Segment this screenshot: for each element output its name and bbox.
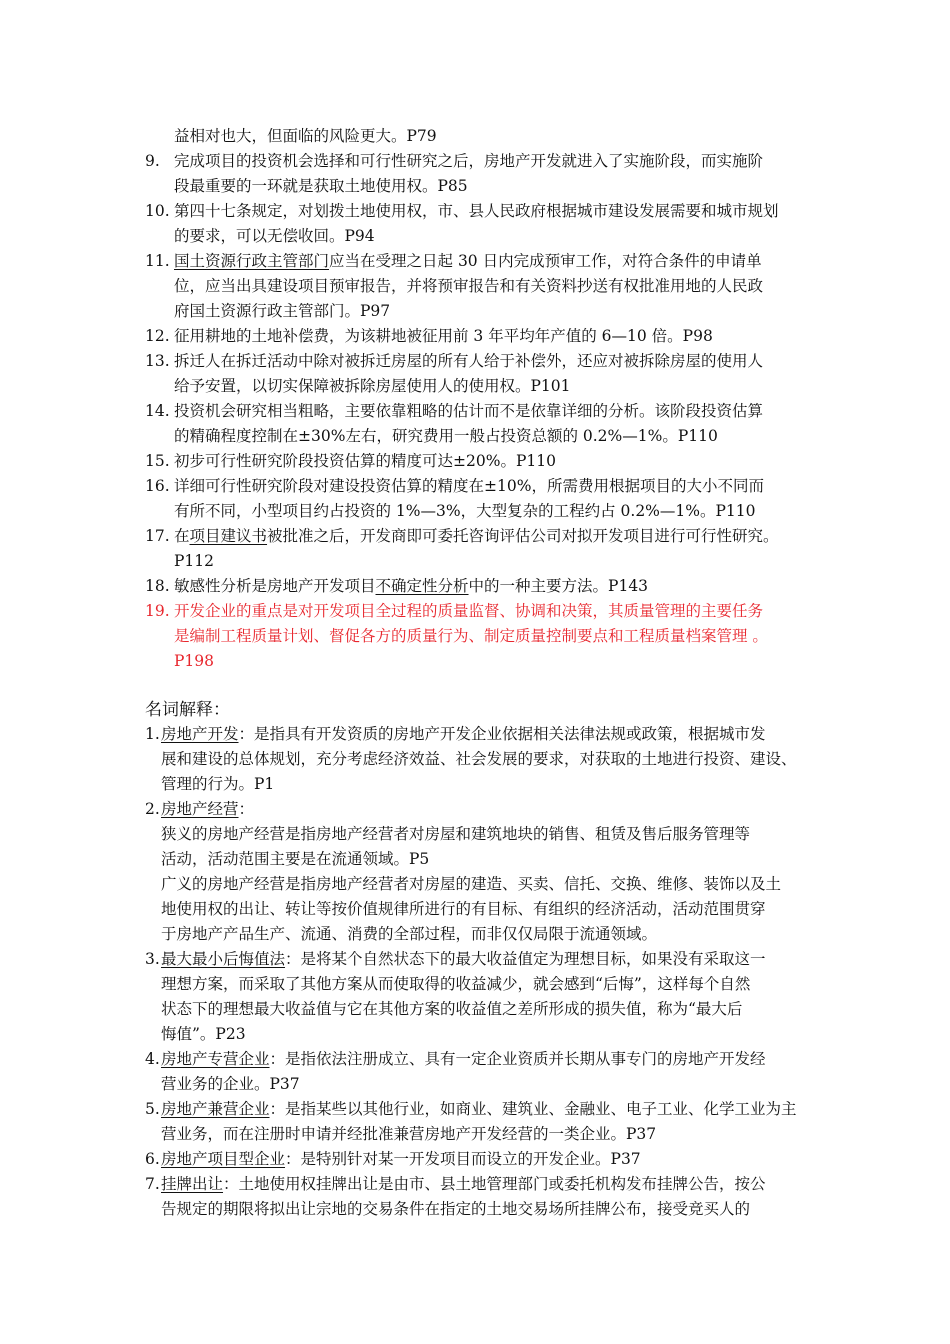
glossary-4-term: 房地产专营企业 xyxy=(161,1050,270,1068)
glossary-1-line-1-rest: ：是指具有开发资质的房地产开发企业依据相关法律法规或政策，根据城市发 xyxy=(238,725,766,743)
item-14-line-1: 投资机会研究相当粗略，主要依靠粗略的估计而不是依靠详细的分析。该阶段投资估算 xyxy=(174,402,764,420)
glossary-3-line-1 xyxy=(161,947,766,971)
item-19-number: 19. xyxy=(145,602,170,620)
item-9-line-2: 段最重要的一环就是获取土地使用权。P85 xyxy=(174,177,468,195)
glossary-2-line-6: 于房地产产品生产、流通、消费的全部过程，而非仅仅局限于流通领域。 xyxy=(161,925,658,943)
glossary-4-number: 4. xyxy=(145,1050,160,1068)
glossary-6-line-1-rest: ：是特别针对某一开发项目而设立的开发企业。P37 xyxy=(285,1150,641,1168)
item-13-line-1: 拆迁人在拆迁活动中除对被拆迁房屋的所有人给于补偿外，还应对被拆除房屋的使用人 xyxy=(174,352,764,370)
glossary-7-line-1 xyxy=(161,1172,766,1196)
item-12-number: 12. xyxy=(145,327,170,345)
glossary-4-line-1 xyxy=(161,1047,766,1071)
glossary-2-line-4: 广义的房地产经营是指房地产经营者对房屋的建造、买卖、信托、交换、维修、装饰以及土 xyxy=(161,875,782,893)
glossary-6-line-1 xyxy=(161,1147,641,1171)
glossary-7-term: 挂牌出让 xyxy=(161,1175,224,1193)
glossary-1-number: 1. xyxy=(145,725,160,743)
item-18-line-1 xyxy=(174,574,648,598)
glossary-heading: 名词解释： xyxy=(145,700,230,720)
item-18-number: 18. xyxy=(145,577,170,595)
item-11-line-1 xyxy=(174,249,762,273)
glossary-2-line-2: 狭义的房地产经营是指房地产经营者对房屋和建筑地块的销售、租赁及售后服务管理等 xyxy=(161,825,751,843)
item-17-term: 项目建议书 xyxy=(189,527,268,545)
glossary-7-line-1-rest: ：土地使用权挂牌出让是由市、县土地管理部门或委托机构发布挂牌公告，按公 xyxy=(223,1175,766,1193)
item-13-number: 13. xyxy=(145,352,170,370)
glossary-7-line-2: 告规定的期限将拟出让宗地的交易条件在指定的土地交易场所挂牌公布，接受竞买人的 xyxy=(161,1200,751,1218)
glossary-3-term: 最大最小后悔值法 xyxy=(161,950,286,968)
glossary-5-line-1 xyxy=(161,1097,797,1121)
item-16-line-2: 有所不同，小型项目约占投资的 1%—3%，大型复杂的工程约占 0.2%—1%。P110 xyxy=(174,502,756,520)
item-17-line-1 xyxy=(174,524,779,548)
item-17-line-1-rest: 被批准之后，开发商即可委托咨询评估公司对拟开发项目进行可行性研究。 xyxy=(267,527,779,545)
glossary-7-number: 7. xyxy=(145,1175,160,1193)
item-16-number: 16. xyxy=(145,477,170,495)
glossary-6-term: 房地产项目型企业 xyxy=(161,1150,286,1168)
item-18-pre: 敏感性分析是房地产开发项目 xyxy=(174,577,376,595)
glossary-2-line-1 xyxy=(161,797,254,821)
glossary-5-line-2: 营业务，而在注册时申请并经批准兼营房地产开发经营的一类企业。P37 xyxy=(161,1125,657,1143)
item-10-line-2: 的要求，可以无偿收回。P94 xyxy=(174,227,375,245)
item-17-pre: 在 xyxy=(174,527,190,545)
glossary-5-number: 5. xyxy=(145,1100,160,1118)
glossary-3-line-1-rest: ：是将某个自然状态下的最大收益值定为理想目标，如果没有采取这一 xyxy=(285,950,766,968)
item-17-number: 17. xyxy=(145,527,170,545)
item-15-line-1: 初步可行性研究阶段投资估算的精度可达±20%。P110 xyxy=(174,452,556,470)
item-18-term: 不确定性分析 xyxy=(375,577,469,595)
item-11-term: 国土资源行政主管部门 xyxy=(174,252,330,270)
item-11-line-2: 位，应当出具建设项目预审报告，并将预审报告和有关资料抄送有权批准用地的人民政 xyxy=(174,277,764,295)
item-16-line-1: 详细可行性研究阶段对建设投资估算的精度在±10%，所需费用根据项目的大小不同而 xyxy=(174,477,764,495)
glossary-5-term: 房地产兼营企业 xyxy=(161,1100,270,1118)
glossary-2-number: 2. xyxy=(145,800,160,818)
glossary-2-line-1-rest: ： xyxy=(238,800,255,818)
item-10-line-1: 第四十七条规定，对划拨土地使用权，市、县人民政府根据城市建设发展需要和城市规划 xyxy=(174,202,779,220)
glossary-1-term: 房地产开发 xyxy=(161,725,239,743)
item-15-number: 15. xyxy=(145,452,170,470)
item-13-line-2: 给予安置，以切实保障被拆除房屋使用人的使用权。P101 xyxy=(174,377,571,395)
glossary-2-line-5: 地使用权的出让、转让等按价值规律所进行的有目标、有组织的经济活动，活动范围贯穿 xyxy=(161,900,766,918)
glossary-1-line-3: 管理的行为。P1 xyxy=(161,775,275,793)
item-19-line-2: 是编制工程质量计划、督促各方的质量行为、制定质量控制要点和工程质量档案管理 。 xyxy=(174,627,768,645)
item-14-line-2: 的精确程度控制在±30%左右，研究费用一般占投资总额的 0.2%—1%。P110 xyxy=(174,427,718,445)
glossary-3-line-3: 状态下的理想最大收益值与它在其他方案的收益值之差所形成的损失值，称为“最大后 xyxy=(161,1000,743,1018)
item-11-line-1-rest: 应当在受理之日起 30 日内完成预审工作，对符合条件的申请单 xyxy=(329,252,762,270)
item-11-number: 11. xyxy=(145,252,170,270)
item-11-line-3: 府国土资源行政主管部门。P97 xyxy=(174,302,391,320)
item-19-line-3: P198 xyxy=(174,652,215,670)
glossary-3-line-4: 悔值”。P23 xyxy=(161,1025,246,1043)
glossary-5-line-1-rest: ：是指某些以其他行业，如商业、建筑业、金融业、电子工业、化学工业为主 xyxy=(269,1100,797,1118)
glossary-1-line-2: 展和建设的总体规划，充分考虑经济效益、社会发展的要求，对获取的土地进行投资、建设、 xyxy=(161,750,797,768)
item-14-number: 14. xyxy=(145,402,170,420)
item-9-number: 9. xyxy=(145,152,160,170)
glossary-3-line-2: 理想方案，而采取了其他方案从而使取得的收益减少，就会感到“后悔”，这样每个自然 xyxy=(161,975,751,993)
item-19-line-1: 开发企业的重点是对开发项目全过程的质量监督、协调和决策，其质量管理的主要任务 xyxy=(174,602,764,620)
glossary-6-number: 6. xyxy=(145,1150,160,1168)
item-12-line-1: 征用耕地的土地补偿费，为该耕地被征用前 3 年平均年产值的 6—10 倍。P98 xyxy=(174,327,713,345)
glossary-3-number: 3. xyxy=(145,950,160,968)
item-18-post: 中的一种主要方法。P143 xyxy=(468,577,649,595)
glossary-2-term: 房地产经营 xyxy=(161,800,239,818)
glossary-4-line-2: 营业务的企业。P37 xyxy=(161,1075,300,1093)
glossary-2-line-3: 活动，活动范围主要是在流通领域。P5 xyxy=(161,850,430,868)
item-10-number: 10. xyxy=(145,202,170,220)
item-8-line-1: 益相对也大，但面临的风险更大。P79 xyxy=(174,127,437,145)
item-17-line-2: P112 xyxy=(174,552,215,570)
glossary-1-line-1 xyxy=(161,722,766,746)
glossary-4-line-1-rest: ：是指依法注册成立、具有一定企业资质并长期从事专门的房地产开发经 xyxy=(269,1050,766,1068)
item-9-line-1: 完成项目的投资机会选择和可行性研究之后，房地产开发就进入了实施阶段，而实施阶 xyxy=(174,152,764,170)
